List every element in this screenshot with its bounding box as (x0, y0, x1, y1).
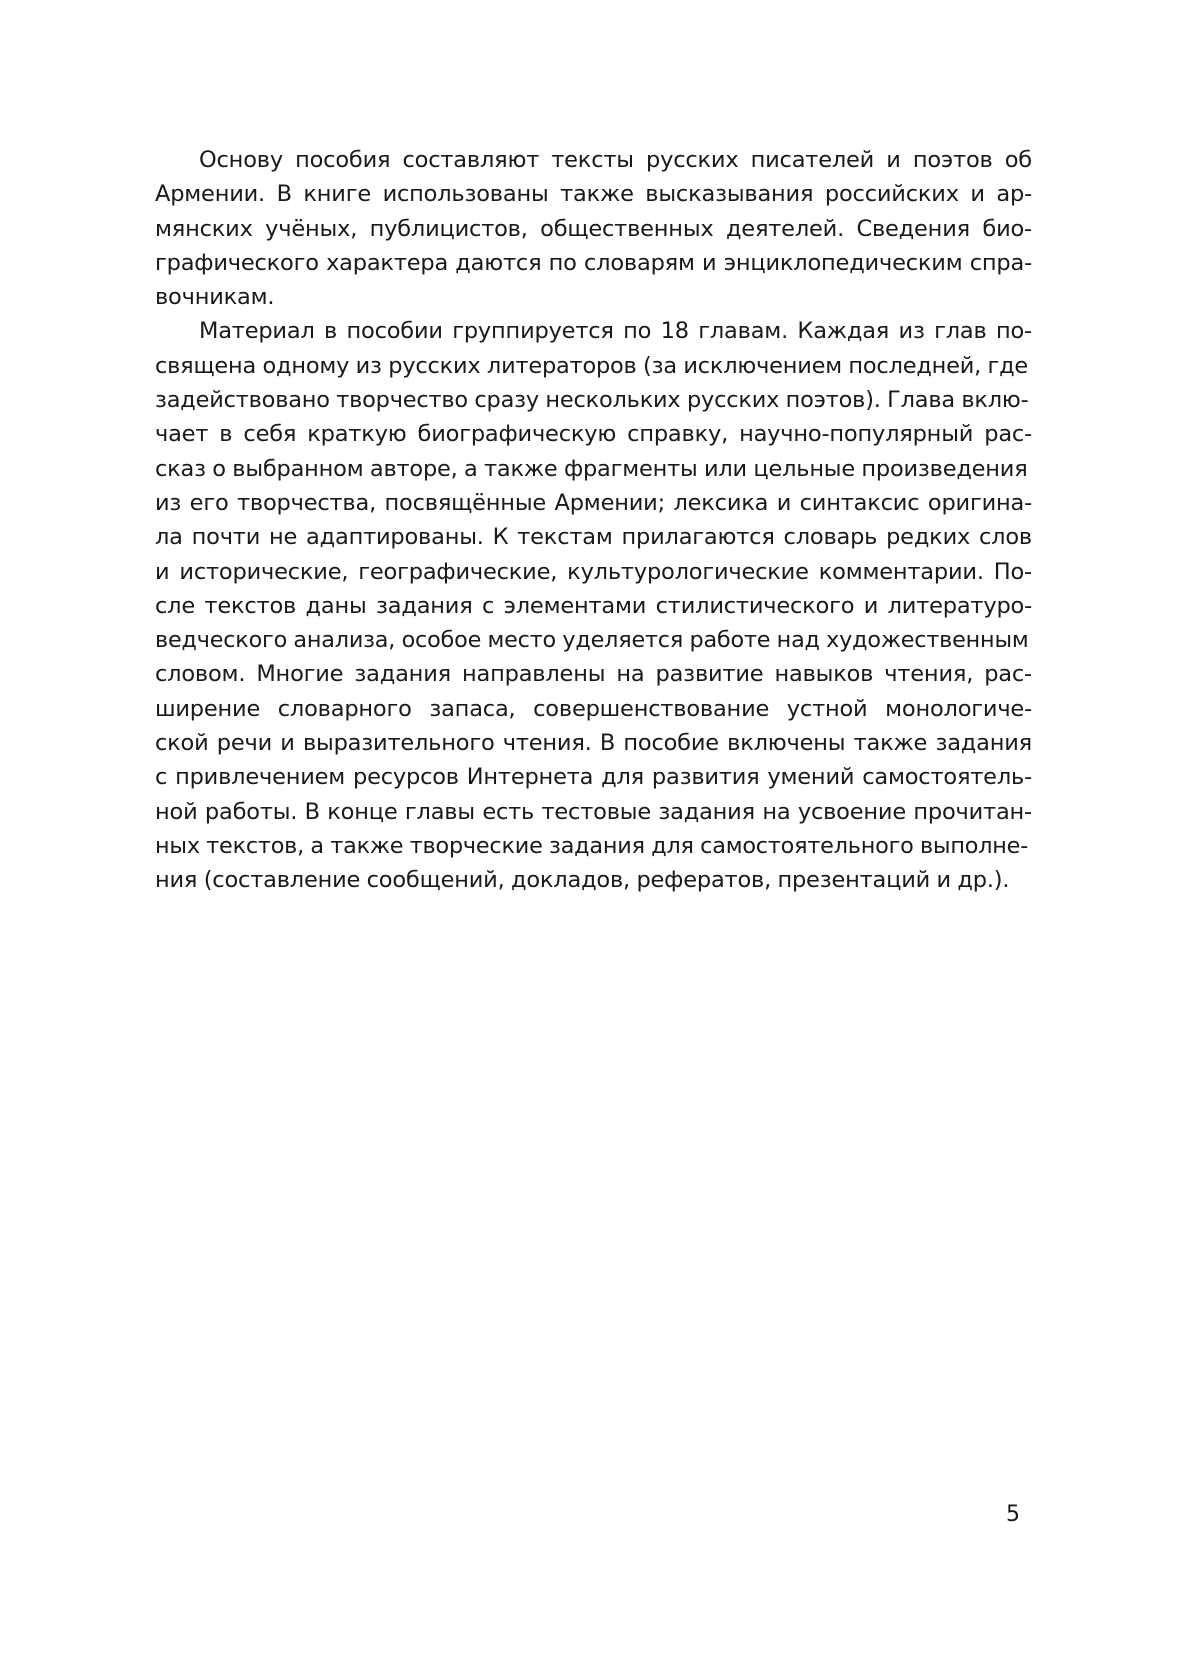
text-line: и исторические, географические, культурологические комментарии. По- (155, 558, 1032, 585)
text-line: сказ о выбранном авторе, а также фрагменты или цельные произведения (155, 455, 1028, 482)
text-line: ской речи и выразительного чтения. В пособие включены также задания (155, 730, 1033, 757)
text-line: ния (составление сообщений, докладов, рефератов, презентаций и др.). (155, 867, 1010, 894)
text-line: задействовано творчество сразу нескольких русских поэтов). Глава вклю- (155, 387, 1029, 414)
text-line: из его творчества, посвящённые Армении; лексика и синтаксис оригина- (155, 489, 1033, 516)
text-line: сле текстов даны задания с элементами стилистического и литературо- (155, 592, 1033, 619)
text-line: ной работы. В конце главы есть тестовые задания на усвоение прочитан- (155, 798, 1032, 825)
text-line: ных текстов, а также творческие задания для самостоятельного выполне- (155, 832, 1029, 859)
text-line: графического характера даются по словарям и энциклопедическим спра- (155, 249, 1033, 276)
text-line: чает в себя краткую биографическую справку, научно-популярный рас- (155, 421, 1032, 448)
text-line: Армении. В книге использованы также высказывания российских и ар- (155, 181, 1033, 208)
text-line: с привлечением ресурсов Интернета для развития умений самостоятель- (155, 764, 1032, 791)
text-line: Основу пособия составляют тексты русских писателей и поэтов об (199, 147, 1032, 173)
text-line: вочникам. (155, 284, 275, 311)
body-text (155, 143, 1032, 898)
text-line: священа одному из русских литераторов (за исключением последней, где (155, 352, 1029, 379)
text-line: словом. Многие задания направлены на развитие навыков чтения, рас- (155, 661, 1032, 688)
page-number: 5 (1006, 1502, 1020, 1527)
text-line: ла почти не адаптированы. К текстам прилагаются словарь редких слов (155, 524, 1032, 551)
paragraph-intro (155, 143, 1032, 314)
text-line: ширение словарного запаса, совершенствование устной монологиче- (155, 695, 1032, 722)
paragraph-material (155, 314, 1032, 897)
text-line: ведческого анализа, особое место уделяется работе над художественным (155, 627, 1029, 654)
text-line: Материал в пособии группируется по 18 главам. Каждая из глав по- (199, 318, 1032, 345)
text-line: мянских учёных, публицистов, общественных деятелей. Сведения био- (155, 215, 1032, 242)
